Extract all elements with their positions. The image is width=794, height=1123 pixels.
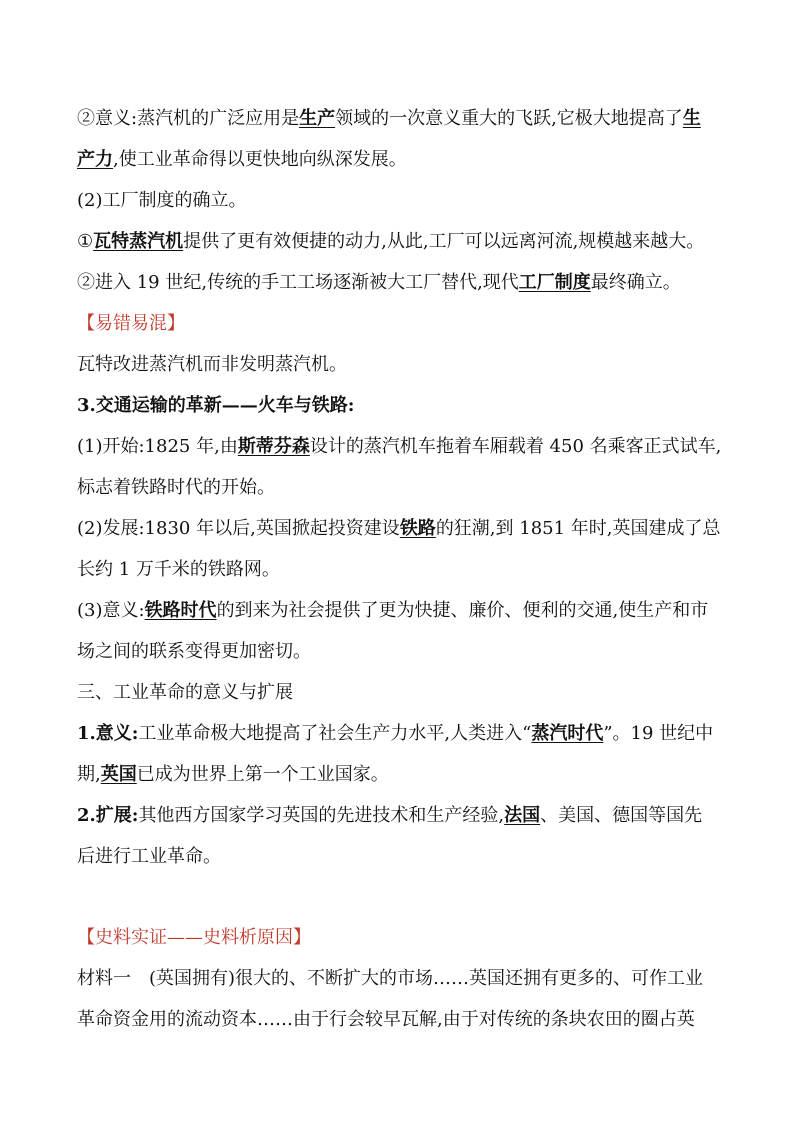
text-line: ②进入 19 世纪,传统的手工工场逐渐被大工厂替代,现代工厂制度最终确立。: [77, 272, 681, 293]
text-line: 场之间的联系变得更加密切。: [77, 641, 311, 662]
text-line: 2.扩展:其他西方国家学习英国的先进技术和生产经验,法国、美国、德国等国先: [77, 805, 703, 826]
text-line: ①瓦特蒸汽机提供了更有效便捷的动力,从此,工厂可以远离河流,规模越来越大。: [77, 231, 705, 252]
document-page: [77, 98, 722, 1040]
section-heading: 3.交通运输的革新——火车与铁路:: [77, 395, 355, 416]
text-line: 期,英国已成为世界上第一个工业国家。: [77, 764, 389, 785]
text-line: (2)发展:1830 年以后,英国掀起投资建设铁路的狂潮,到 1851 年时,英国建成了总: [77, 518, 721, 539]
blank-line: [77, 877, 722, 917]
text-line: 标志着铁路时代的开始。: [77, 477, 275, 498]
text-line: 1.意义:工业革命极大地提高了社会生产力水平,人类进入“蒸汽时代”。19 世纪中: [77, 723, 714, 744]
section-heading: (2)工厂制度的确立。: [77, 190, 247, 211]
text-line: 后进行工业革命。: [77, 846, 221, 867]
callout-label: 【史料实证——史料析原因】: [77, 927, 311, 948]
text-line: (3)意义:铁路时代的到来为社会提供了更为快捷、廉价、便利的交通,使生产和市: [77, 600, 709, 621]
text-line: (1)开始:1825 年,由斯蒂芬森设计的蒸汽机车拖着车厢载着 450 名乘客正式试车,: [77, 436, 722, 457]
text-line: ②意义:蒸汽机的广泛应用是生产领域的一次意义重大的飞跃,它极大地提高了生: [77, 108, 701, 129]
text-line: 瓦特改进蒸汽机而非发明蒸汽机。: [77, 354, 347, 375]
text-line: 革命资金用的流动资本……由于行会较早瓦解,由于对传统的条块农田的圈占英: [77, 1009, 695, 1030]
section-heading: 三、工业革命的意义与扩展: [77, 682, 293, 703]
text-line: 产力,使工业革命得以更快地向纵深发展。: [77, 149, 407, 170]
text-line: 材料一 (英国拥有)很大的、不断扩大的市场……英国还拥有更多的、可作工业: [77, 968, 704, 989]
callout-label: 【易错易混】: [77, 313, 185, 334]
text-line: 长约 1 万千米的铁路网。: [77, 559, 280, 580]
